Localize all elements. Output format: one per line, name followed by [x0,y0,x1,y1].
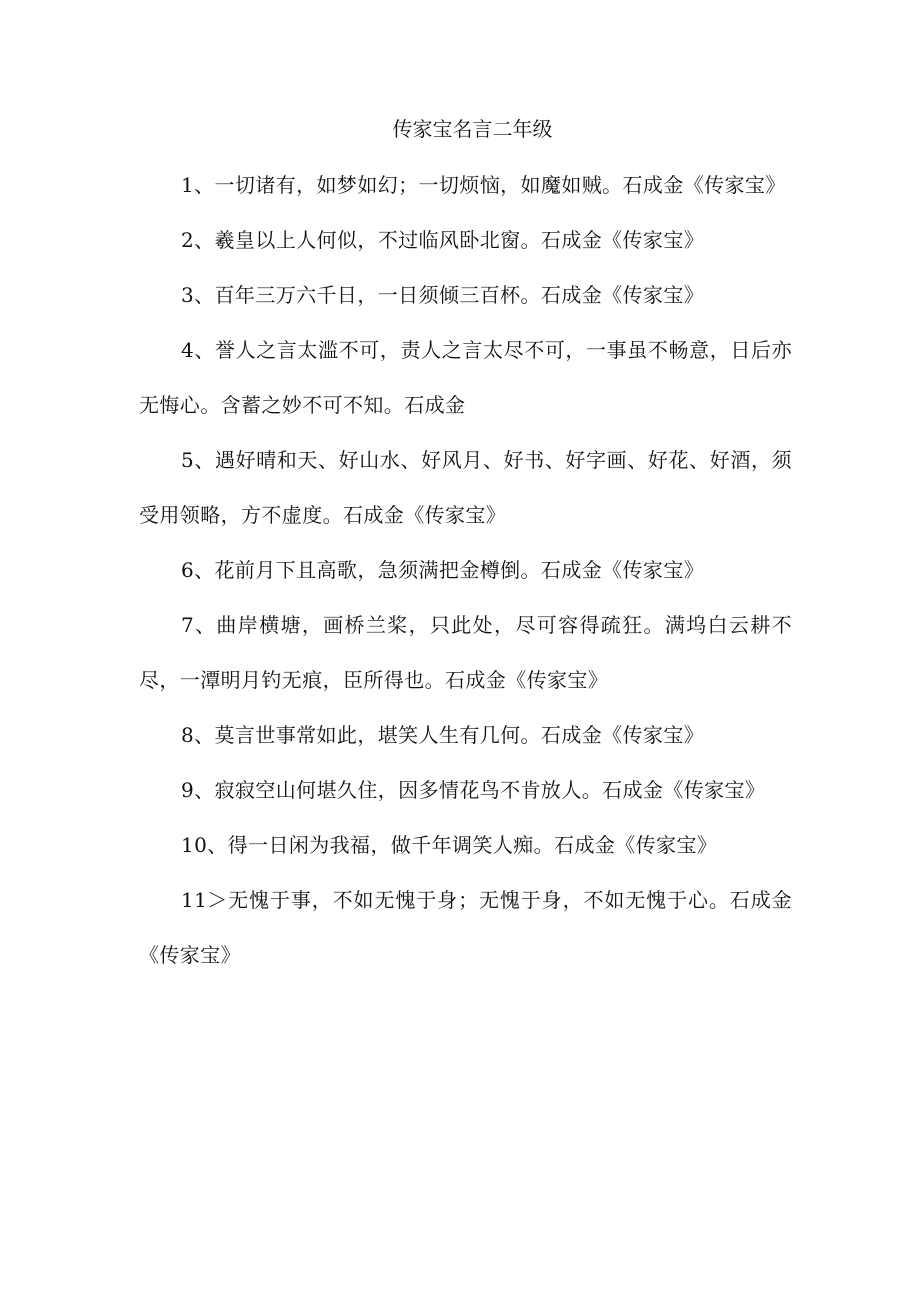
quote-item: 4、誉人之言太滥不可，责人之言太尽不可，一事虽不畅意，日后亦无悔心。含蓄之妙不可不知。石成金 [139,338,792,417]
quote-item: 1、一切诸有，如梦如幻；一切烦恼，如魔如贼。石成金《传家宝》 [181,173,786,197]
quote-item: 6、花前月下且高歌，急须满把金樽倒。石成金《传家宝》 [181,558,705,582]
quote-item: 10、得一日闲为我福，做千年调笑人痴。石成金《传家宝》 [181,833,718,857]
document-title: 传家宝名言二年级 [392,117,553,141]
quote-item: 3、百年三万六千日，一日须倾三百杯。石成金《传家宝》 [181,283,705,307]
quote-item: 5、遇好晴和天、好山水、好风月、好书、好字画、好花、好酒，须受用领略，方不虚度。石成金《传家宝》 [139,448,792,527]
quote-item: 8、莫言世事常如此，堪笑人生有几何。石成金《传家宝》 [181,723,705,747]
quote-item: 11＞无愧于事，不如无愧于身；无愧于身，不如无愧于心。石成金《传家宝》 [139,888,792,967]
quote-item: 2、羲皇以上人何似，不过临风卧北窗。石成金《传家宝》 [181,228,705,252]
quote-item: 9、寂寂空山何堪久住，因多情花鸟不肯放人。石成金《传家宝》 [181,778,766,802]
quote-item: 7、曲岸横塘，画桥兰桨，只此处，尽可容得疏狂。满坞白云耕不尽，一潭明月钓无痕，臣所得也。石成金《传家宝》 [139,613,792,692]
